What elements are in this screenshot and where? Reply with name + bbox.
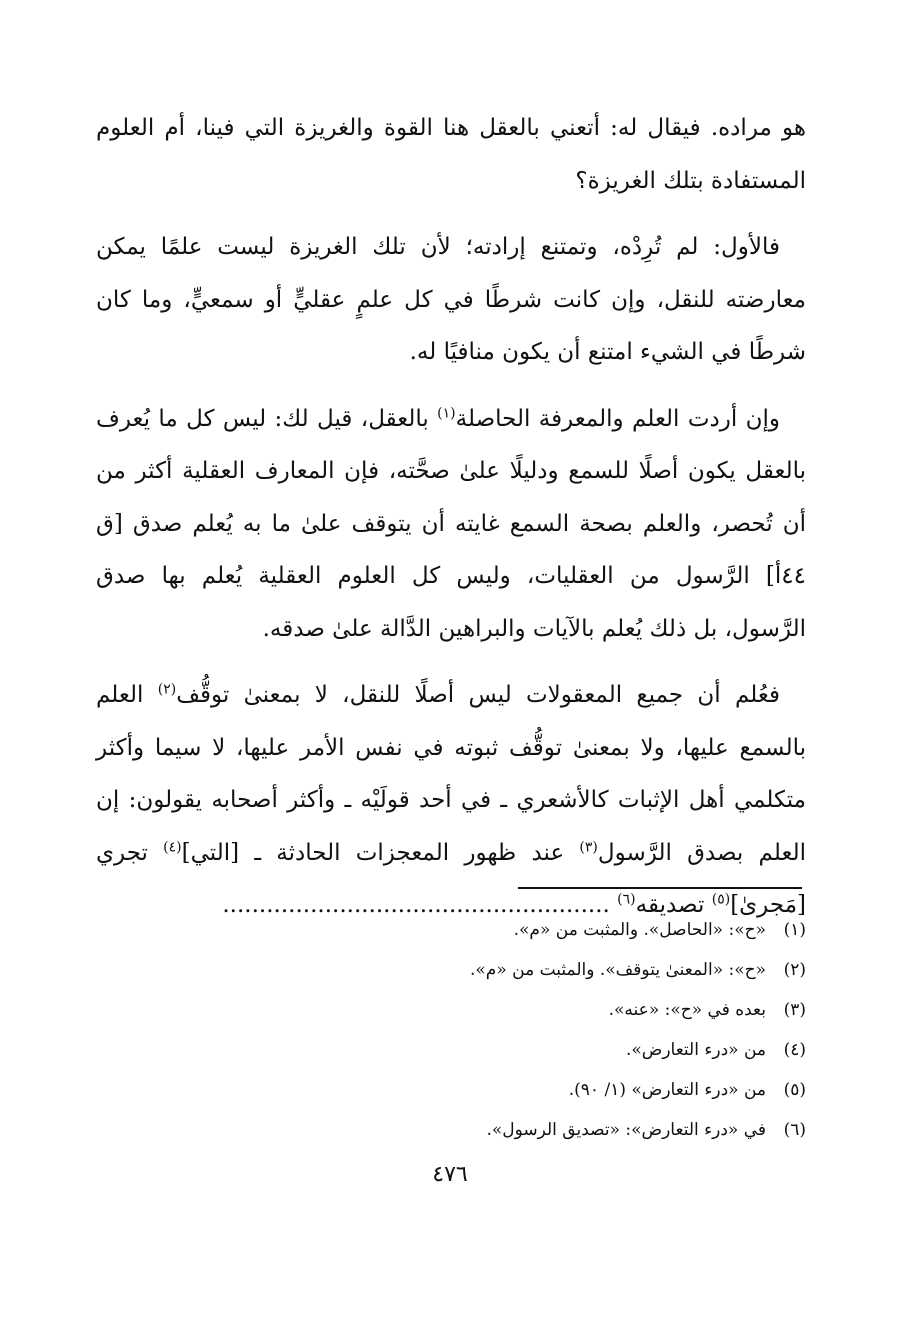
footnote-number: (٣) [783, 1000, 806, 1020]
paragraph-4 [96, 669, 806, 932]
footnotes [96, 918, 806, 1158]
text-segment: هو مراده. فيقال له: أتعني بالعقل هنا القوة والغريزة التي فينا، أم العلوم المستفادة بتلك الغريزة؟ [96, 115, 806, 194]
footnote-number: (١) [783, 920, 806, 940]
paragraph-3 [96, 393, 806, 656]
footnote-text: من «درء التعارض». [625, 1040, 766, 1060]
footnote-reference-3: (٣) [579, 838, 598, 855]
footnote-4 [96, 1038, 806, 1078]
footnote-number: (٢) [783, 960, 806, 980]
text-segment: بالعقل، قيل لك: ليس كل ما يُعرف بالعقل يكون أصلًا للسمع ودليلًا علىٰ صحَّته، فإن المعارف العقلية أكثر من أن تُحصر، والعلم بصحة السمع غايته أن يتوقف علىٰ ما به يُعلم صدق [ق ٤٤أ] الرَّسول من العقليات، وليس كل العلوم العقلية يُعلم بها صدق الرَّسول، بل ذلك يُعلم بالآيات والبراهين الدَّالة علىٰ صدقه. [96, 405, 806, 642]
footnote-2 [96, 958, 806, 998]
text-segment: ..................................................... [222, 892, 618, 918]
footnote-text: بعده في «ح»: «عنه». [608, 1000, 766, 1020]
footnote-3 [96, 998, 806, 1038]
text-segment: فالأول: لم تُرِدْه، وتمتنع إرادته؛ لأن تلك الغريزة ليست علمًا يمكن معارضته للنقل، وإن كانت شرطًا في كل علمٍ عقليٍّ أو سمعيٍّ، وما كان شرطًا في الشيء امتنع أن يكون منافيًا له. [96, 234, 806, 365]
footnote-5 [96, 1078, 806, 1118]
footnote-reference-4: (٤) [163, 838, 182, 855]
text-segment: تصديقه [635, 892, 712, 918]
footnote-number: (٥) [783, 1080, 806, 1100]
footnote-reference-6: (٦) [617, 891, 636, 908]
text-segment: عند ظهور المعجزات الحادثة ـ [التي] [181, 839, 580, 866]
text-segment: فعُلم أن جميع المعقولات ليس أصلًا للنقل، لا بمعنىٰ توقُّف [176, 682, 780, 708]
paragraph-1 [96, 102, 806, 207]
page-number: ٤٧٦ [432, 1162, 468, 1187]
footnote-text: «ح»: «الحاصل». والمثبت من «م». [513, 920, 766, 940]
paragraph-2 [96, 221, 806, 379]
footnote-number: (٤) [783, 1040, 806, 1060]
footnote-reference-1: (١) [437, 404, 456, 421]
footnote-6 [96, 1118, 806, 1158]
main-text [96, 102, 806, 932]
text-segment: تجري [مَجرىٰ] [96, 839, 806, 918]
footnote-text: في «درء التعارض»: «تصديق الرسول». [486, 1120, 766, 1140]
text-segment: وإن أردت العلم والمعرفة الحاصلة [455, 405, 780, 432]
footnote-text: من «درء التعارض» (١/ ٩٠). [568, 1080, 766, 1100]
text-segment: العلم بالسمع عليها، ولا بمعنىٰ توقُّف ثبوته في نفس الأمر عليها، لا سيما وأكثر متكلمي أهل الإثبات كالأشعري ـ في أحد قولَيْه ـ وأكثر أصحابه يقولون: إن العلم بصدق الرَّسول [96, 682, 806, 866]
footnote-number: (٦) [783, 1120, 806, 1140]
footnote-1 [96, 918, 806, 958]
footnote-text: «ح»: «المعنىٰ يتوقف». والمثبت من «م». [470, 960, 766, 980]
footnote-reference-5: (٥) [711, 891, 731, 908]
footnote-reference-2: (٢) [157, 681, 177, 698]
footnote-separator [518, 887, 802, 889]
